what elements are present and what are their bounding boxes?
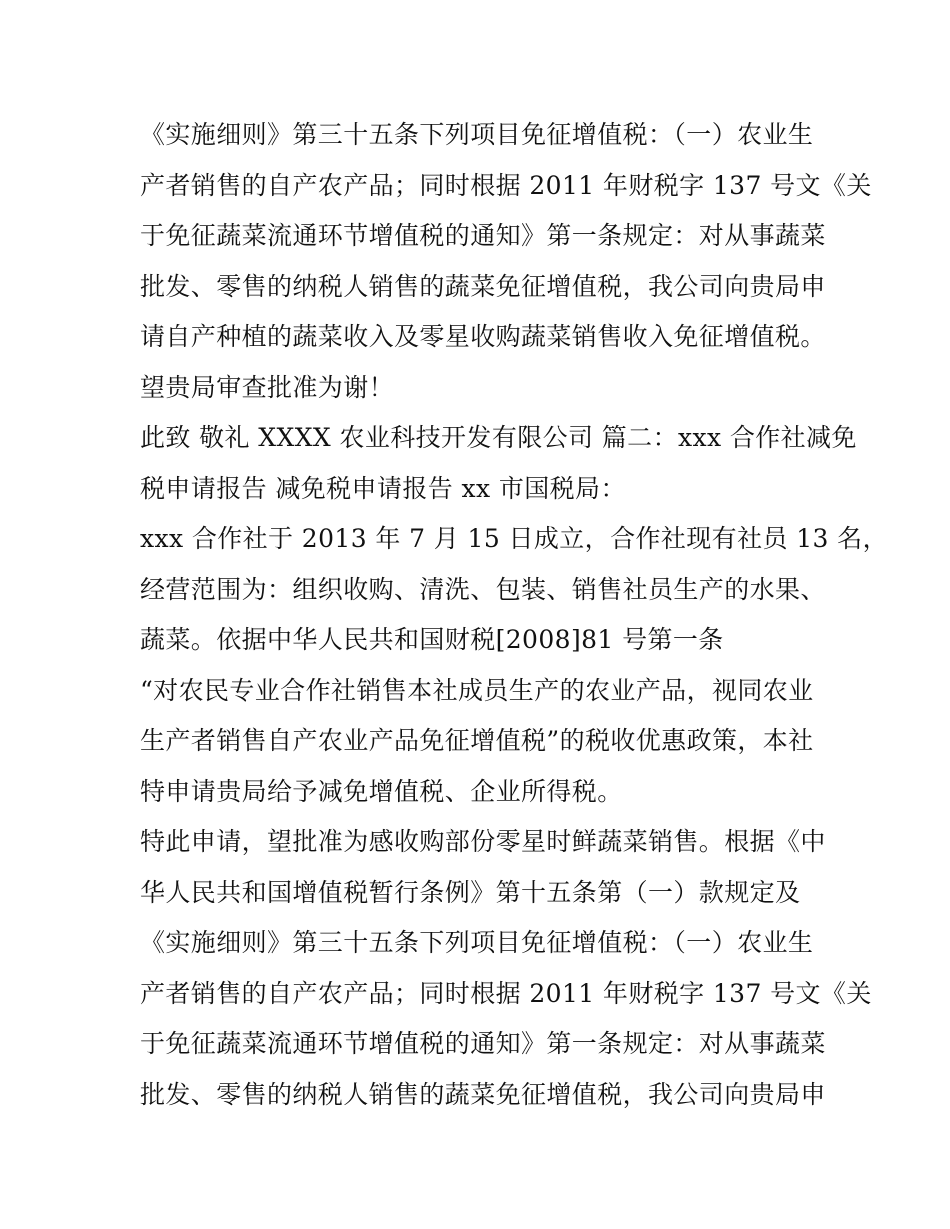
text-line: 请自产种植的蔬菜收入及零星收购蔬菜销售收入免征增值税。 [140, 322, 826, 351]
text-line: 《实施细则》第三十五条下列项目免征增值税：（一）农业生 [140, 928, 814, 957]
text-line: 生产者销售自产农业产品免征增值税”的税收优惠政策，本社 [140, 726, 814, 755]
text-line: 税申请报告 减免税申请报告 xx 市国税局： [140, 473, 626, 503]
text-line: “对农民专业合作社销售本社成员生产的农业产品，视同农业 [140, 675, 814, 705]
text-line: 望贵局审查批准为谢！ [140, 372, 395, 402]
text-line: 特申请贵局给予减免增值税、企业所得税。 [140, 776, 623, 806]
text-line: 于免征蔬菜流通环节增值税的通知》第一条规定：对从事蔬菜 [140, 1029, 826, 1058]
text-line: 批发、零售的纳税人销售的蔬菜免征增值税，我公司向贵局申 [140, 271, 826, 301]
text-line: 产者销售的自产农产品；同时根据 2011 年财税字 137 号文《关 [140, 978, 872, 1008]
text-line: 蔬菜。依据中华人民共和国财税[2008]81 号第一条 [140, 625, 724, 654]
text-line: 《实施细则》第三十五条下列项目免征增值税：（一）农业生 [140, 120, 814, 149]
text-line: 此致 敬礼 XXXX 农业科技开发有限公司 篇二：xxx 合作社减免 [140, 423, 857, 452]
text-line: 批发、零售的纳税人销售的蔬菜免征增值税，我公司向贵局申 [140, 1079, 826, 1109]
text-line: 特此申请，望批准为感收购部份零星时鲜蔬菜销售。根据《中 [140, 827, 826, 856]
text-line: 产者销售的自产农产品；同时根据 2011 年财税字 137 号文《关 [140, 170, 872, 200]
text-line: 经营范围为：组织收购、清洗、包装、销售社员生产的水果、 [140, 574, 826, 604]
text-line: 于免征蔬菜流通环节增值税的通知》第一条规定：对从事蔬菜 [140, 221, 826, 250]
text-line: xxx 合作社于 2013 年 7 月 15 日成立，合作社现有社员 13 名， [140, 524, 888, 553]
text-line: 华人民共和国增值税暂行条例》第十五条第（一）款规定及 [140, 877, 801, 907]
document-body [140, 110, 888, 1120]
